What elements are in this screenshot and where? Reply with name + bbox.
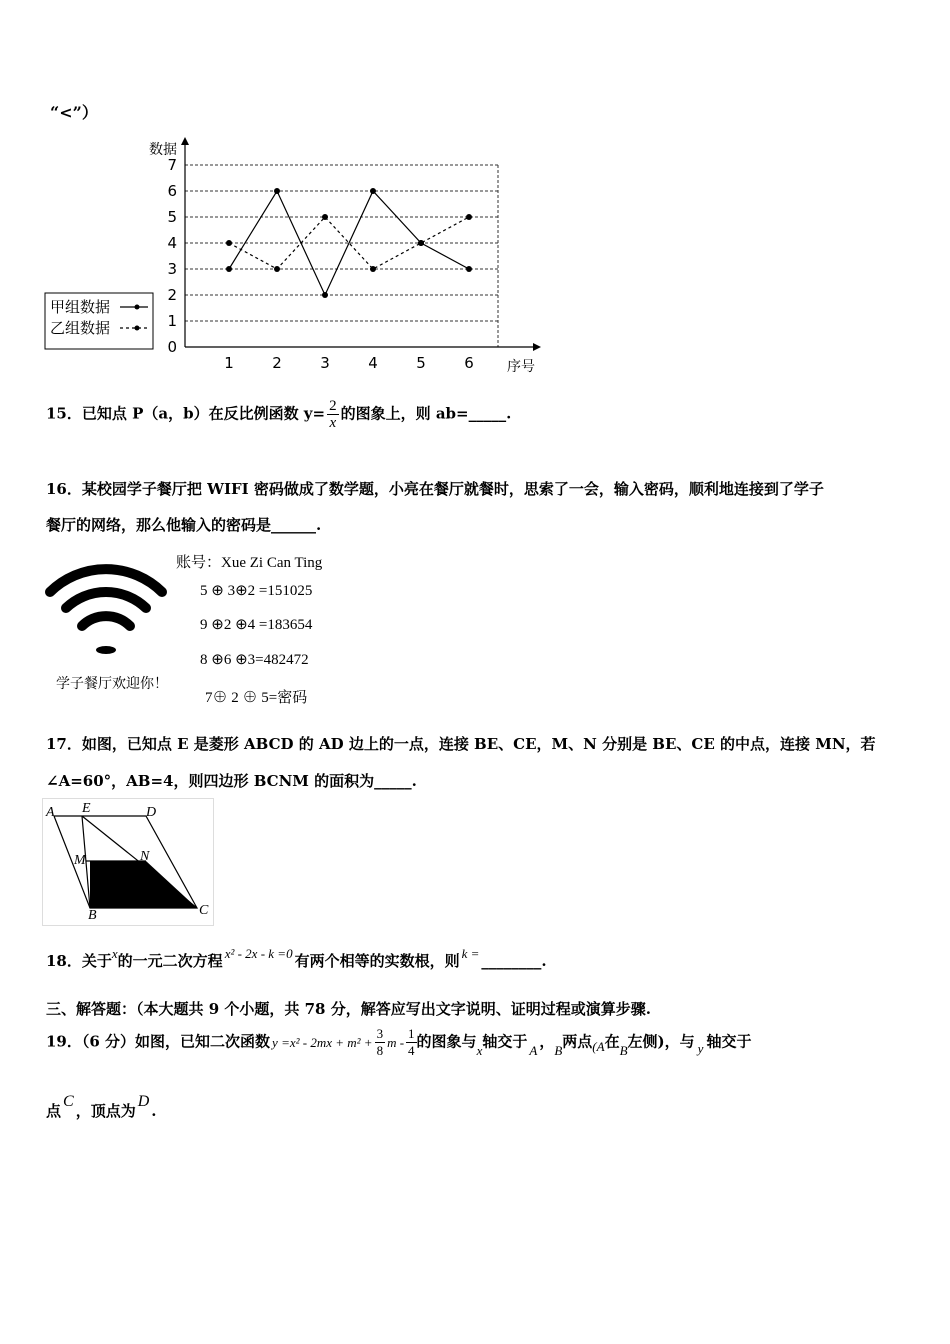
- q19-paren: (A: [592, 1038, 605, 1054]
- q19-t1: 的图象与: [416, 1032, 477, 1051]
- question-16-line1: [46, 478, 824, 499]
- q19-var-B: B: [554, 1042, 563, 1058]
- intro-fragment: “<”）: [50, 103, 98, 122]
- q19-var-x: x: [476, 1042, 483, 1058]
- x-axis-arrow: [533, 343, 541, 351]
- q15-frac-den: x: [329, 415, 337, 431]
- section-3-heading: 三、解答题：（本大题共 9 个小题，共 78 分，解答应写出文字说明、证明过程或演算步骤.: [46, 1000, 651, 1018]
- y-tick-label-7: 7: [167, 156, 177, 174]
- q18-var-k: k =: [461, 946, 480, 961]
- q19-t2: 轴交于: [482, 1032, 528, 1051]
- legend-marker-2: [135, 326, 140, 331]
- q19-frac1-num: 3: [376, 1026, 384, 1041]
- q19-score: （6 分）如图，已知二次函数: [81, 1032, 271, 1051]
- wifi-icon: [44, 556, 169, 666]
- label-B: B: [88, 908, 97, 923]
- label-N: N: [140, 849, 150, 864]
- y-tick-label-0: 0: [167, 338, 177, 356]
- label-E: E: [82, 801, 91, 816]
- q19-eq-a: y =x² - 2mx + m² +: [272, 1034, 373, 1050]
- q16-line2: 餐厅的网络，那么他输入的密码是: [46, 516, 272, 534]
- question-16-line2: [46, 514, 321, 535]
- series-1-point-3: [322, 292, 328, 298]
- series-1-point-6: [466, 266, 472, 272]
- series-2-point-4: [370, 266, 376, 272]
- y-tick-label-5: 5: [167, 208, 177, 226]
- x-tick-label-5: 5: [416, 354, 426, 372]
- q18-end: .: [541, 952, 547, 970]
- q18-t2: 的一元二次方程: [117, 952, 223, 970]
- wifi-equation-2: 9 ⊕2 ⊕4 =183654: [200, 617, 313, 633]
- q15-blank: _____: [468, 404, 507, 423]
- q19-number: 19．: [46, 1032, 82, 1051]
- series-2-point-6: [466, 214, 472, 220]
- y-tick-label-4: 4: [167, 234, 177, 252]
- q16-blank: ______: [271, 516, 317, 534]
- y-axis-arrow: [181, 137, 189, 145]
- q18-t3: 有两个相等的实数根，则: [294, 952, 460, 970]
- question-17-line1: [46, 733, 876, 754]
- series-1-point-1: [226, 266, 232, 272]
- series-2-point-5: [418, 240, 424, 246]
- x-tick-label-3: 3: [320, 354, 330, 372]
- q15-fraction: [327, 398, 339, 431]
- legend-marker-1: [135, 305, 140, 310]
- label-M: M: [74, 853, 86, 868]
- question-17-line2: [46, 770, 417, 791]
- wifi-equation-4: 7⊕ 2 ⊕ 5=密码: [205, 690, 308, 706]
- q15-number: 15．: [46, 404, 82, 423]
- question-18: [46, 946, 547, 971]
- rhombus-figure: [42, 798, 214, 926]
- q18-equation: x² - 2x - k =0: [224, 946, 293, 961]
- q19-line2-c: .: [151, 1102, 157, 1120]
- q19-t4: 在: [604, 1032, 620, 1051]
- q19-frac2: [406, 1026, 417, 1059]
- y-tick-label-3: 3: [167, 260, 177, 278]
- q16-number: 16．: [46, 480, 82, 498]
- legend-label-1: 甲组数据: [50, 298, 111, 316]
- y-tick-label-1: 1: [167, 312, 177, 330]
- q19-eq-b: m -: [387, 1034, 405, 1050]
- q17-end: .: [411, 772, 417, 790]
- q19-t5: 左侧)，与: [627, 1032, 695, 1051]
- q19-t6: 轴交于: [706, 1032, 752, 1051]
- question-19-line2: [46, 1093, 157, 1121]
- series-1-point-2: [274, 188, 280, 194]
- q18-var-x: x: [111, 946, 118, 961]
- q17-line1: 如图，已知点 E 是菱形 ABCD 的 AD 边上的一点，连接 BE、CE，M、N 分别是 BE、CE 的中点，连接 MN，若: [81, 735, 876, 753]
- q19-frac2-den: 4: [408, 1043, 415, 1058]
- q19-t3: 两点: [562, 1032, 593, 1051]
- y-tick-label-2: 2: [167, 286, 177, 304]
- x-tick-label-4: 4: [368, 354, 378, 372]
- label-C: C: [199, 903, 209, 918]
- x-tick-label-6: 6: [464, 354, 474, 372]
- q19-frac2-num: 1: [408, 1026, 415, 1041]
- q15-end: .: [506, 404, 512, 423]
- q19-var-D: D: [137, 1093, 150, 1110]
- series-2-point-3: [322, 214, 328, 220]
- series-1-point-4: [370, 188, 376, 194]
- wifi-caption: 学子餐厅欢迎你！: [56, 676, 168, 692]
- wifi-equation-1: 5 ⊕ 3⊕2 =151025: [200, 583, 313, 599]
- q19-line2-b: ，顶点为: [75, 1102, 136, 1120]
- y-tick-label-6: 6: [167, 182, 177, 200]
- question-19-line1: [46, 1026, 751, 1059]
- q17-number: 17．: [46, 735, 82, 753]
- q15-frac-num: 2: [329, 398, 337, 414]
- label-D: D: [146, 805, 157, 820]
- q16-end: .: [316, 516, 322, 534]
- q19-var-C: C: [63, 1093, 74, 1110]
- q18-blank: ________: [481, 952, 542, 970]
- y-axis-label: 数据: [149, 142, 177, 158]
- question-15: [46, 398, 511, 431]
- wifi-account: 账号：Xue Zi Can Ting: [176, 555, 323, 571]
- q19-var-B2: B: [619, 1042, 628, 1058]
- q19-frac1: [375, 1026, 386, 1059]
- line-chart: [40, 135, 550, 380]
- x-tick-label-2: 2: [272, 354, 282, 372]
- q18-t1: 关于: [81, 952, 112, 970]
- q16-line1: 某校园学子餐厅把 WIFI 密码做成了数学题，小亮在餐厅就餐时，思索了一会，输入密码，顺利地连接到了学子: [81, 480, 824, 498]
- series-2-point-2: [274, 266, 280, 272]
- series-2-point-1: [226, 240, 232, 246]
- label-A: A: [46, 805, 55, 820]
- q17-blank: _____: [374, 772, 412, 790]
- q18-number: 18．: [46, 952, 82, 970]
- x-axis-label: 序号: [507, 359, 535, 375]
- q19-comma: ，: [539, 1032, 555, 1051]
- legend-label-2: 乙组数据: [50, 319, 111, 337]
- q19-line2-a: 点: [46, 1102, 62, 1120]
- q15-text-a: 已知点 P（a，b）在反比例函数 y=: [81, 404, 326, 423]
- q15-text-b: 的图象上，则 ab=: [340, 404, 469, 423]
- q19-var-y: y: [697, 1040, 704, 1056]
- q19-frac1-den: 8: [376, 1043, 384, 1058]
- wifi-equation-3: 8 ⊕6 ⊕3=482472: [200, 652, 309, 668]
- q17-line2: ∠A=60°，AB=4，则四边形 BCNM 的面积为: [46, 772, 375, 790]
- q19-var-A: A: [529, 1042, 538, 1058]
- x-tick-label-1: 1: [224, 354, 234, 372]
